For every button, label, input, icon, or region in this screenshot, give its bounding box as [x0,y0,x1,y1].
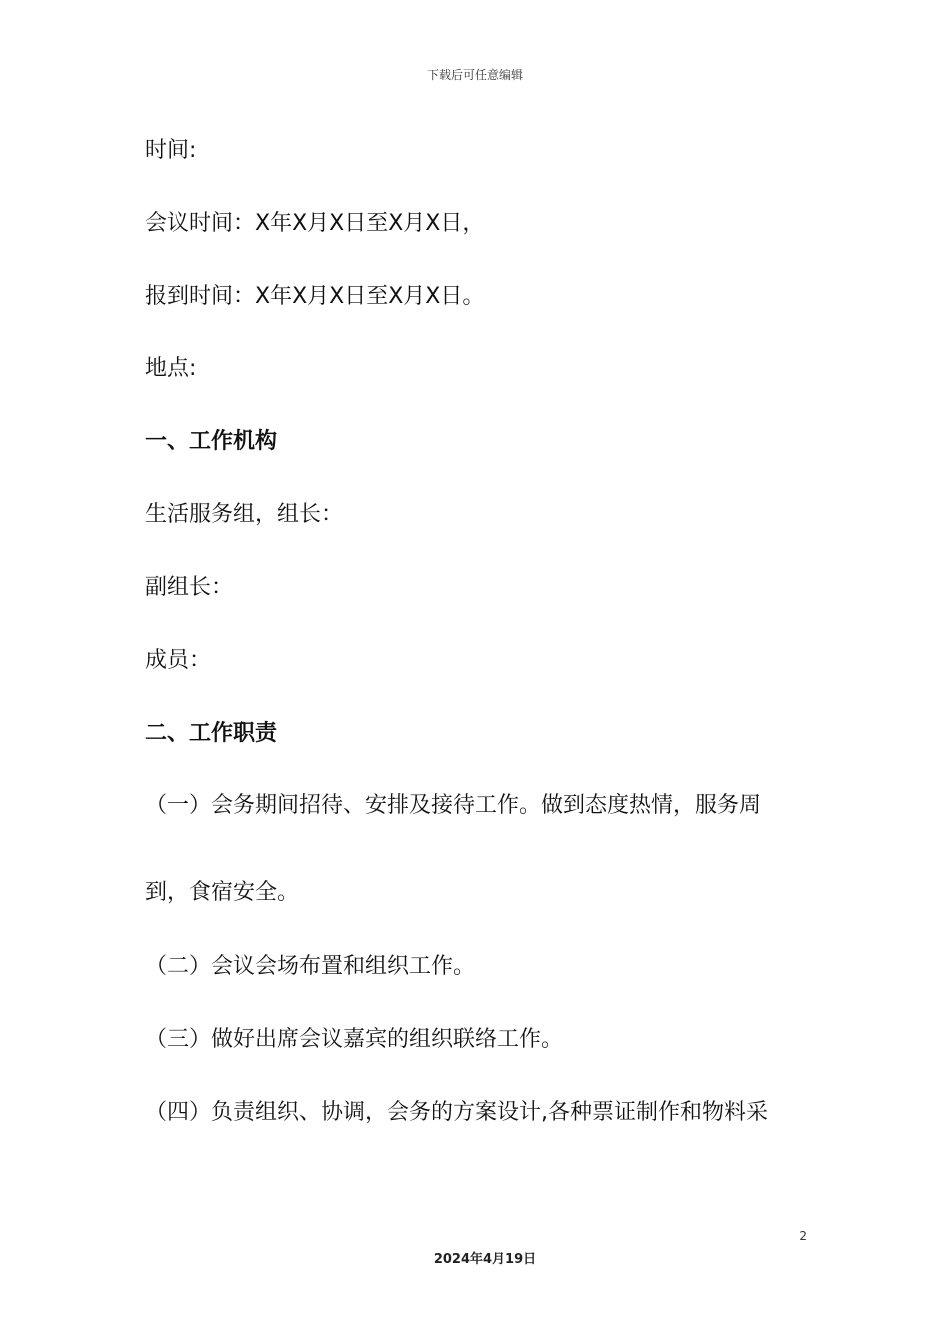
location-label: 地点: [145,356,197,381]
duty-item-3: （三）做好出席会议嘉宾的组织联络工作。 [145,1027,564,1052]
duty-item-2: （二）会议会场布置和组织工作。 [145,954,476,979]
footer-date: 2024年4月19日 [433,1252,537,1267]
time-label: 时间: [145,138,197,163]
section-heading-2: 二、工作职责 [145,721,278,746]
duty-item-1-continued: 到，食宿安全。 [145,880,300,905]
service-group-leader: 生活服务组，组长： [145,502,344,527]
deputy-leader: 副组长： [145,575,234,600]
duty-item-4: （四）负责组织、协调，会务的方案设计,各种票证制作和物料采 [145,1100,768,1125]
page-header: 下载后可任意编辑 [426,68,523,82]
section-heading-1: 一、工作机构 [145,429,278,454]
meeting-time: 会议时间：X年X月X日至X月X日， [145,211,485,236]
page-number: 2 [799,1229,807,1243]
registration-time: 报到时间：X年X月X日至X月X日。 [145,284,485,309]
duty-item-1: （一）会务期间招待、安排及接待工作。做到态度热情，服务周 [145,793,762,818]
members-label: 成员： [145,648,212,673]
